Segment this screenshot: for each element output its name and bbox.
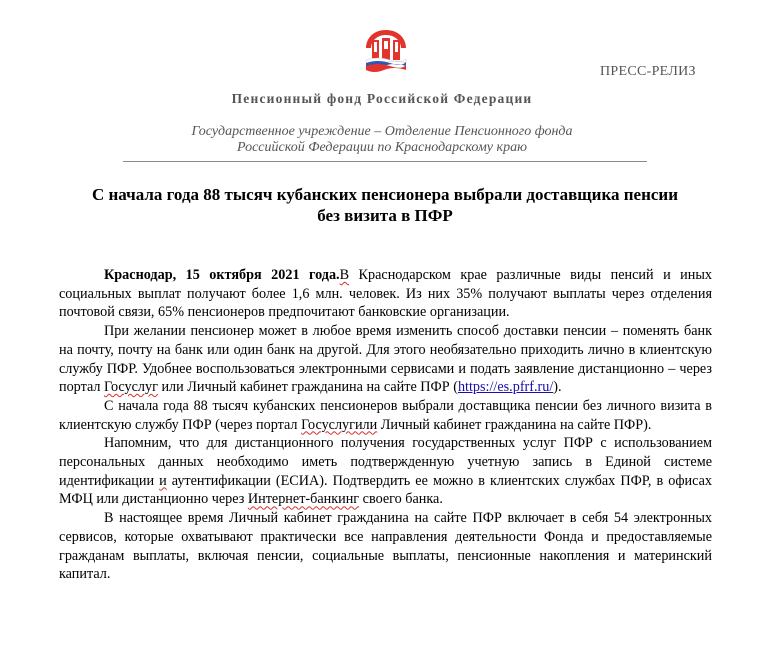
spell-flagged-word: Госуслуг xyxy=(104,379,158,396)
paragraph-3-text-a: С начала года 88 тысяч кубанских пенсионеров выбрали доставщика пенсии без личного визита в клиентскую службу ПФР (через портал xyxy=(59,397,712,433)
paragraph-3 xyxy=(59,397,712,434)
organization-name: Пенсионный фонд Российской Федерации xyxy=(231,91,533,106)
paragraph-1-text: Краснодарском крае различные виды пенсий и иных социальных выплат получают более 1,6 млн. человек. Из них 35% получают выплаты через отделения почтовой связи, 65% пенсионеров предпочитают банковские организации. xyxy=(59,267,712,321)
spell-flagged-word: Госуслугили xyxy=(301,416,378,433)
paragraph-4 xyxy=(59,434,712,509)
press-release-label: ПРЕСС-РЕЛИЗ xyxy=(600,64,696,79)
spell-flagged-word: и xyxy=(159,472,167,489)
paragraph-2-text-a: При желании пенсионер может в любое время изменить способ доставки пенсии – поменять банк на почту, почту на банк или один банк на другой. Для этого необязательно приходить лично в клиентскую службу ПФР. Удобнее воспользоваться электронными сервисами и подать заявление дистанционно – через портал xyxy=(59,323,712,396)
institution-line-1: Государственное учреждение – Отделение Пенсионного фонда xyxy=(191,124,573,139)
article-body xyxy=(59,266,712,584)
institution-name xyxy=(0,124,764,156)
paragraph-5: В настоящее время Личный кабинет гражданина на сайте ПФР включает в себя 54 электронных сервисов, которые охватывают практически все направления деятельности Фонда и предоставляемые гражданам выплаты, включая пенсии, социальные выплаты, пенсионные накопления и материнский капитал. xyxy=(59,510,712,583)
paragraph-3-text-b: Личный кабинет гражданина на сайте ПФР). xyxy=(377,416,652,433)
paragraph-4-text-b: аутентификации (ЕСИА). Подтвердить ее можно в клиентских службах ПФР, в офисах МФЦ или дистанционно через xyxy=(59,472,712,508)
paragraph-2 xyxy=(59,322,712,397)
paragraph-2-text-b: или Личный кабинет гражданина на сайте ПФР ( xyxy=(157,379,458,396)
pfr-portal-link[interactable]: https://es.pfrf.ru/ xyxy=(457,379,554,396)
dateline: Краснодар, 15 октября 2021 года. xyxy=(104,267,340,283)
institution-line-2: Российской Федерации по Краснодарскому краю xyxy=(237,140,527,155)
title-line-1: С начала года 88 тысяч кубанских пенсионера выбрали доставщика пенсии xyxy=(91,185,679,204)
paragraph-2-text-c: ). xyxy=(553,379,562,396)
spell-flagged-word: В xyxy=(339,267,350,283)
header-divider xyxy=(123,161,647,162)
pfr-logo-icon xyxy=(360,26,412,74)
paragraph-1 xyxy=(59,266,712,322)
page-title xyxy=(40,184,730,226)
spell-flagged-word: Интернет-банкинг xyxy=(247,491,360,508)
paragraph-4-text-c: своего банка. xyxy=(359,491,443,508)
paragraph-4-text-a: Напомним, что для дистанционного получения государственных услуг ПФР с использованием персональных данных необходимо иметь подтвержденную учетную запись в Единой системе идентификации xyxy=(59,435,712,489)
title-line-2: без визита в ПФР xyxy=(317,206,453,225)
